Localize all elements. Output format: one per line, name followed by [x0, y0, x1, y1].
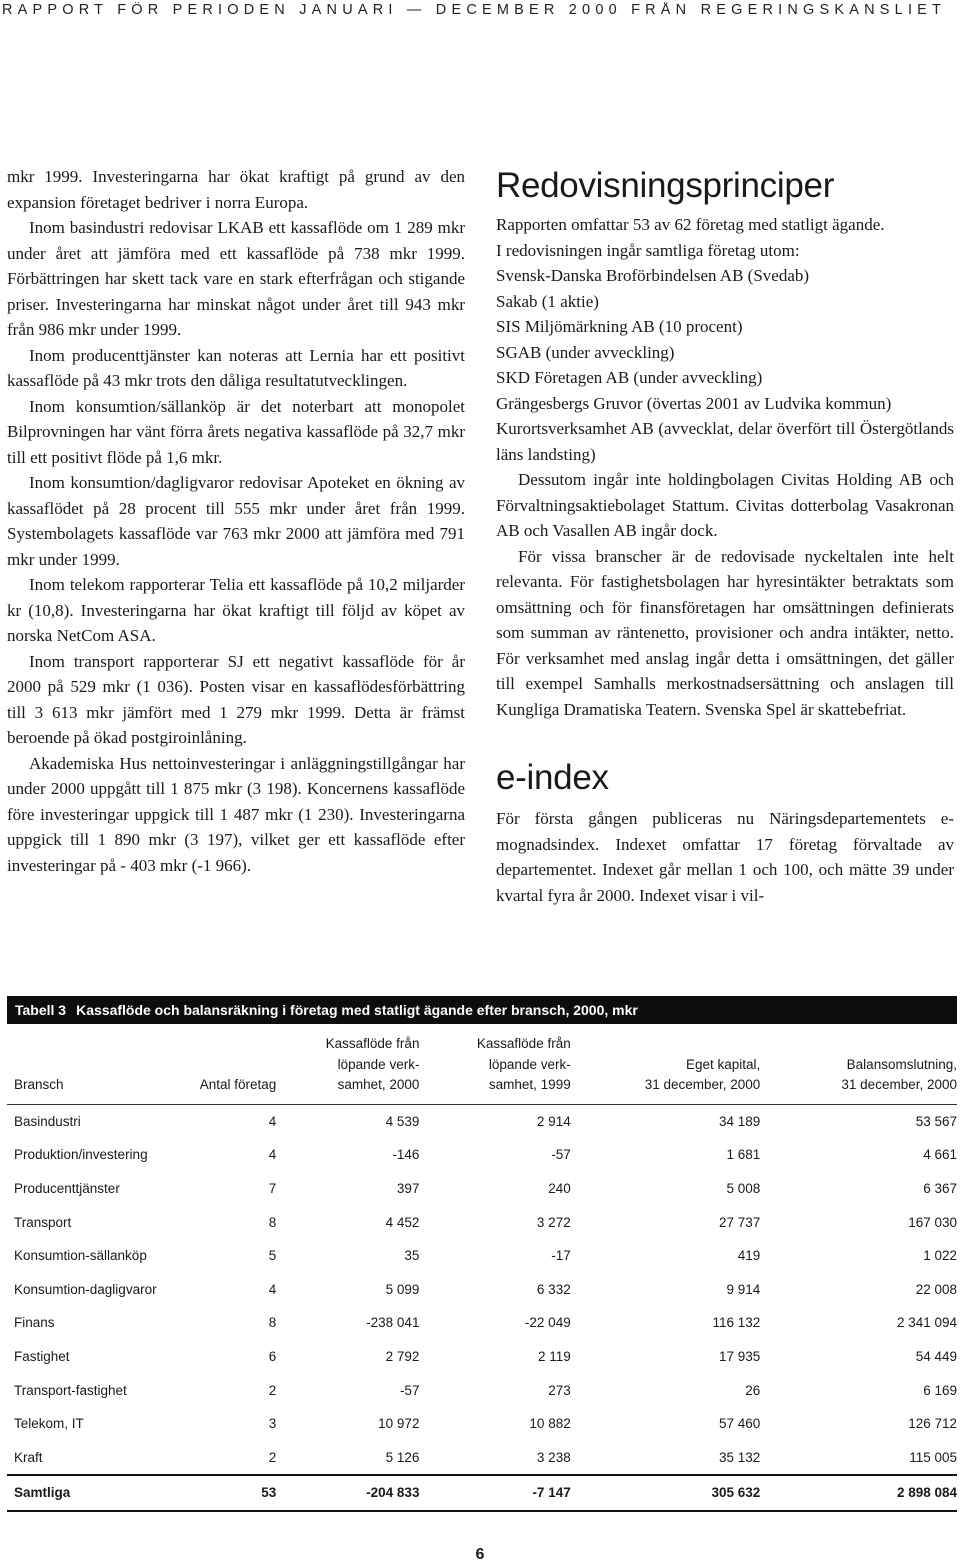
table-header-line: Antal företag: [199, 1077, 277, 1092]
excluded-company: Grängesbergs Gruvor (övertas 2001 av Ludvika kommun): [496, 393, 892, 413]
table-cell: 1 022: [923, 1248, 957, 1264]
running-head: RAPPORT FÖR PERIODEN JANUARI — DECEMBER 2000 FRÅN REGERINGSKANSLIET: [2, 2, 947, 18]
table-cell: 6 332: [536, 1281, 571, 1297]
table-cell: 10 882: [529, 1416, 571, 1432]
table-cell: 4: [268, 1281, 277, 1297]
right-column: [496, 166, 954, 908]
table-cell: 2 792: [385, 1348, 420, 1364]
table-header-line: 31 december, 2000: [644, 1077, 761, 1092]
table-row: [7, 1440, 957, 1475]
table-row: [7, 1407, 957, 1441]
table-header-line: Kassaflöde från: [325, 1036, 420, 1051]
table-cell: -57: [551, 1147, 571, 1163]
table-cell: 3 272: [536, 1214, 571, 1230]
table-cell: -7 147: [419, 1475, 570, 1511]
table-cell: 4 539: [385, 1113, 420, 1129]
table-header-line: Kassaflöde från: [476, 1036, 571, 1051]
table-cell: 54 449: [915, 1348, 957, 1364]
table-cell: 4: [268, 1147, 277, 1163]
table-cell: 4: [268, 1113, 277, 1129]
table-caption: [7, 996, 957, 1024]
table-cell: Konsumtion-dagligvaror: [14, 1281, 157, 1297]
table-cell: 8: [268, 1315, 277, 1331]
table-cell: -146: [392, 1147, 420, 1163]
paragraph: mkr 1999. Investeringarna har ökat kraftigt på grund av den expansion företaget bedriver i norra Europa.: [7, 167, 465, 212]
table-cell: 35: [404, 1248, 420, 1264]
table-header-cell: [7, 1034, 188, 1104]
table-cell: 3: [268, 1416, 277, 1432]
paragraph: För första gången publiceras nu Näringsdepartementets e-mognadsindex. Indexet omfattar 17 företag förvaltade av departementet. Indexet går mellan 1 och 100, och mätte 39 under kvartal fyra år 2000. Indexet visar i vil-: [496, 809, 954, 905]
section-heading-principles: Redovisningsprinciper: [496, 166, 835, 205]
table-cell: 5 099: [385, 1281, 420, 1297]
table-cell: Kraft: [14, 1449, 43, 1465]
table-cell: 17 935: [719, 1348, 761, 1364]
table-header-line: Bransch: [14, 1077, 64, 1092]
table-cell: 27 737: [719, 1214, 761, 1230]
table-cell: 273: [548, 1382, 571, 1398]
table-cell: Telekom, IT: [14, 1416, 84, 1432]
table-header-cell: [188, 1034, 277, 1104]
table-row: [7, 1373, 957, 1407]
table-cell: 1 681: [726, 1147, 761, 1163]
table-cell: 2 341 094: [896, 1315, 957, 1331]
table-section: [7, 996, 957, 1512]
table-cell: Transport: [14, 1214, 72, 1230]
table-cell: Samtliga: [7, 1475, 188, 1511]
table-cell: -17: [551, 1248, 571, 1264]
intro-text: Rapporten omfattar 53 av 62 företag med statligt ägande.: [496, 215, 885, 234]
table-header-cell: [571, 1034, 761, 1104]
table-cell: 2 898 084: [760, 1475, 957, 1511]
excluded-company: Kurortsverksamhet AB (avvecklat, delar överfört till Östergötlands läns landsting): [496, 419, 954, 464]
table-cell: 57 460: [719, 1416, 761, 1432]
excluded-company: SIS Miljömärkning AB (10 procent): [496, 317, 743, 336]
excluded-company: SKD Företagen AB (under avveckling): [496, 368, 763, 387]
table-cell: 5 008: [726, 1180, 761, 1196]
table-row: [7, 1138, 957, 1172]
table-cell: 2 119: [537, 1348, 571, 1364]
table-cell: 35 132: [719, 1449, 761, 1465]
table-cell: 126 712: [908, 1416, 957, 1432]
table-cell: 397: [396, 1180, 420, 1196]
table-cell: 240: [548, 1180, 571, 1196]
table-cell: 5 126: [385, 1449, 420, 1465]
table-cell: Transport-fastighet: [14, 1382, 127, 1398]
table-cell: Fastighet: [14, 1348, 70, 1364]
table-row: [7, 1172, 957, 1206]
table-cell: 115 005: [909, 1449, 957, 1465]
table-header-cell: [760, 1034, 957, 1104]
list-intro: I redovisningen ingår samtliga företag utom:: [496, 240, 800, 260]
table-cell: 4 452: [385, 1214, 420, 1230]
table-header-line: samhet, 2000: [337, 1077, 420, 1092]
table-cell: 53: [188, 1475, 277, 1511]
table-cell: -57: [399, 1382, 420, 1398]
table-cell: 22 008: [915, 1281, 957, 1297]
table-cell: Basindustri: [14, 1113, 81, 1129]
table-header-cell: [419, 1034, 570, 1104]
table-cell: Konsumtion-sällanköp: [14, 1248, 147, 1264]
table-row: [7, 1306, 957, 1340]
table-cell: 4 661: [923, 1147, 957, 1163]
table-cell: -204 833: [276, 1475, 419, 1511]
paragraph: Dessutom ingår inte holdingbolagen Civitas Holding AB och Förvaltningsaktiebolaget Stattum. Civitas dotterbolag Vasakronan AB och Vasallen AB ingår dock.: [496, 470, 954, 540]
page-number: 6: [475, 1546, 485, 1563]
paragraph: Akademiska Hus nettoinvesteringar i anläggningstillgångar har under 2000 uppgått till 1 875 mkr (3 198). Koncernens kassaflöde före investeringar uppgick till 1 487 mkr (1 230). Investeringarna uppgick till 1 890 mkr (3 197), vilket ger ett kassaflöde efter investeringar på - 403 mkr (-1 966).: [7, 753, 465, 875]
table-cell: 305 632: [571, 1475, 761, 1511]
table-cell: 2 914: [536, 1113, 571, 1129]
table-cell: -238 041: [366, 1315, 420, 1331]
excluded-company: SGAB (under avveckling): [496, 342, 675, 362]
table-cell: 9 914: [726, 1281, 761, 1297]
table-header-cell: [276, 1034, 419, 1104]
table-caption-number: Tabell 3: [15, 1002, 67, 1018]
paragraph: Inom producenttjänster kan noteras att Lernia har ett positivt kassaflöde på 43 mkr trots den dåliga resultatutvecklingen.: [7, 345, 465, 390]
paragraph: Inom basindustri redovisar LKAB ett kassaflöde om 1 289 mkr under året att jämföra med ett kassaflöde på 738 mkr 1999. Förbättringen har skett tack vare en stark efterfrågan och stigande priser. Investeringarna har minskat något under året till 943 mkr från 986 mkr under 1999.: [7, 218, 465, 339]
table-cell: 26: [745, 1382, 761, 1398]
table-cell: 6: [268, 1348, 277, 1364]
paragraph: Inom transport rapporterar SJ ett negativt kassaflöde för år 2000 på 529 mkr (1 036). Posten visar en kassaflödesförbättring till 3 613 mkr jämfört med 1 279 mkr 1999. Detta är främst beroende på ökad postgiroinlåning.: [7, 651, 465, 747]
table-cell: 419: [737, 1248, 761, 1264]
table-cell: 116 132: [712, 1315, 761, 1331]
data-table: [7, 1034, 957, 1512]
table-cell: Finans: [14, 1315, 55, 1331]
table-cell: 3 238: [536, 1449, 571, 1465]
table-row: [7, 1104, 957, 1138]
excluded-company: Sakab (1 aktie): [496, 291, 599, 311]
paragraph: Inom konsumtion/dagligvaror redovisar Apoteket en ökning av kassaflödet på 28 procent till 555 mkr under året från 1999. Systembolagets kassaflöde var 763 mkr 2000 att jämföra med 791 mkr under 1999.: [7, 473, 465, 569]
table-cell: 6 169: [923, 1382, 957, 1398]
table-header-line: samhet, 1999: [488, 1077, 571, 1092]
table-cell: 2: [268, 1449, 277, 1465]
table-cell: 10 972: [378, 1416, 420, 1432]
table-cell: 53 567: [915, 1113, 957, 1129]
table-cell: Produktion/investering: [14, 1147, 148, 1163]
section-heading-eindex: e-index: [496, 758, 609, 797]
table-cell: 5: [268, 1248, 277, 1264]
table-row: [7, 1272, 957, 1306]
table-row: [7, 1239, 957, 1273]
table-row: [7, 1340, 957, 1374]
table-cell: 34 189: [719, 1113, 761, 1129]
paragraph: Inom telekom rapporterar Telia ett kassaflöde på 10,2 miljarder kr (10,8). Investeringarna har ökat kraftigt till följd av köpet av norska NetCom ASA.: [7, 575, 465, 645]
table-cell: Producenttjänster: [14, 1180, 120, 1196]
table-header-line: Balansomslutning,: [846, 1056, 957, 1072]
table-header-row: [7, 1034, 957, 1104]
table-cell: 167 030: [908, 1214, 957, 1230]
table-cell: -22 049: [524, 1315, 571, 1331]
table-cell: 7: [268, 1180, 277, 1196]
table-header-line: 31 december, 2000: [841, 1077, 957, 1092]
table-header-line: Eget kapital,: [686, 1056, 761, 1072]
paragraph: Inom konsumtion/sällanköp är det noterbart att monopolet Bilprovningen har vänt förra årets negativa kassaflöde på 32,7 mkr till ett positivt flöde på 1,6 mkr.: [7, 396, 465, 467]
table-header-line: löpande verk-: [488, 1056, 571, 1072]
table-total-row: [7, 1475, 957, 1511]
left-column: [7, 164, 465, 878]
excluded-company: Svensk-Danska Broförbindelsen AB (Svedab): [496, 266, 810, 285]
table-cell: 8: [268, 1214, 277, 1230]
table-caption-title: Kassaflöde och balansräkning i företag med statligt ägande efter bransch, 2000, mkr: [76, 1002, 638, 1018]
table-cell: 2: [268, 1382, 277, 1398]
paragraph: För vissa branscher är de redovisade nyckeltalen inte helt relevanta. För fastighetsbolagen har hyresintäkter betraktats som omsättning och för finansföretagen har omsättningen definierats som summan av räntenetto, provisioner och andra intäkter, netto. För verksamhet med anslag ingår detta i omsättningen, det gäller till exempel Samhalls merkostnadsersättning och anslagen till Kungliga Dramatiska Teatern. Svenska Spel är skattebefriat.: [496, 546, 954, 719]
table-row: [7, 1205, 957, 1239]
table-cell: 6 367: [923, 1180, 957, 1196]
table-header-line: löpande verk-: [337, 1056, 420, 1072]
